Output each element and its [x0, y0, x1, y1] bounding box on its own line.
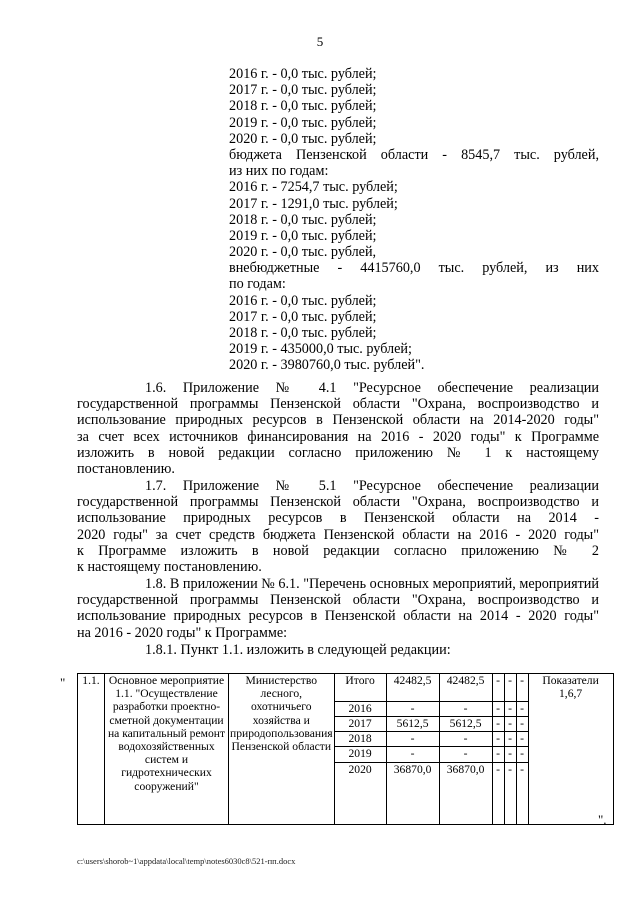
cell-total: 42482,5 — [386, 674, 439, 702]
cell-dash: - — [504, 717, 516, 732]
cell-regional: 36870,0 — [439, 762, 492, 824]
cell-dash: - — [516, 762, 528, 824]
cell-year: Итого — [334, 674, 386, 702]
paragraph-1-8 — [77, 576, 599, 641]
cell-dash: - — [492, 747, 504, 762]
paragraph-line: 1.7. Приложение № 5.1 "Ресурсное обеспечение реализации — [145, 478, 599, 494]
cell-dash: - — [516, 702, 528, 717]
cell-indicators: Показатели 1,6,7 — [528, 674, 613, 825]
cell-year: 2019 — [334, 747, 386, 762]
cell-dash: - — [516, 674, 528, 702]
cell-activity: Основное мероприятие 1.1. "Осуществление разработки проектно-сметной документации на капитальный ремонт водохозяйственных систем и гидротехнических сооружений" — [105, 674, 229, 825]
paragraph-1-8-1 — [77, 642, 599, 658]
cell-regional: - — [439, 702, 492, 717]
footer-file-path: c:\users\shorob~1\appdata\local\temp\notes6030c8\521-пп.docx — [77, 856, 296, 866]
funding-line: 2016 г. - 0,0 тыс. рублей; — [229, 66, 377, 82]
cell-total: 5612,5 — [386, 717, 439, 732]
cell-dash: - — [504, 747, 516, 762]
cell-regional: - — [439, 747, 492, 762]
cell-regional: 5612,5 — [439, 717, 492, 732]
paragraph-line: постановлению. — [77, 461, 175, 478]
closing-quote: ". — [598, 812, 607, 827]
funding-line: 2016 г. - 0,0 тыс. рублей; — [229, 292, 377, 309]
funding-line: 2016 г. - 7254,7 тыс. рублей; — [229, 179, 398, 196]
cell-dash: - — [492, 702, 504, 717]
paragraph-line: 1.8. В приложении № 6.1. "Перечень основных мероприятий, мероприятий — [145, 576, 599, 592]
cell-total: 36870,0 — [386, 762, 439, 824]
cell-dash: - — [516, 732, 528, 747]
page-number: 5 — [316, 34, 324, 49]
paragraph-1-7 — [77, 478, 599, 575]
funding-line: 2020 г. - 3980760,0 тыс. рублей". — [229, 357, 425, 374]
paragraph-line: изложить в новой редакции согласно приложению № 1 к настоящему — [77, 444, 599, 461]
cell-dash: - — [492, 674, 504, 702]
funding-line: 2020 г. - 0,0 тыс. рублей; — [229, 130, 377, 147]
paragraph-line: 1.6. Приложение № 4.1 "Ресурсное обеспечение реализации — [145, 380, 599, 396]
funding-line: 2019 г. - 0,0 тыс. рублей; — [229, 114, 377, 131]
cell-dash: - — [504, 702, 516, 717]
funding-line: 2018 г. - 0,0 тыс. рублей; — [229, 325, 377, 341]
funding-line: 2018 г. - 0,0 тыс. рублей; — [229, 98, 377, 115]
cell-year: 2016 — [334, 702, 386, 717]
cell-dash: - — [504, 674, 516, 702]
cell-number: 1.1. — [78, 674, 105, 825]
cell-dash: - — [516, 747, 528, 762]
cell-executor: Министерство лесного, охотничьего хозяйства и природопользования Пензенской области — [229, 674, 335, 825]
cell-dash: - — [504, 732, 516, 747]
funding-line: 2017 г. - 0,0 тыс. рублей; — [229, 308, 377, 325]
funding-line: 2020 г. - 0,0 тыс. рублей, — [229, 244, 377, 261]
cell-total: - — [386, 732, 439, 747]
cell-total: - — [386, 747, 439, 762]
paragraph-line: 1.8.1. Пункт 1.1. изложить в следующей редакции: — [145, 642, 451, 658]
cell-dash: - — [492, 717, 504, 732]
funding-line: по годам: — [229, 276, 286, 293]
paragraph-line: государственной программы Пензенской области "Охрана, воспроизводство и — [77, 396, 599, 413]
cell-regional: - — [439, 732, 492, 747]
paragraph-line: государственной программы Пензенской области "Охрана, воспроизводство и — [77, 592, 599, 609]
opening-quote: " — [60, 675, 66, 690]
funding-line: 2019 г. - 435000,0 тыс. рублей; — [229, 341, 412, 358]
funding-line: внебюджетные - 4415760,0 тыс. рублей, из них — [229, 260, 599, 277]
funding-line: 2017 г. - 1291,0 тыс. рублей; — [229, 195, 398, 212]
funding-line: бюджета Пензенской области - 8545,7 тыс. рублей, — [229, 146, 599, 163]
funding-line: из них по годам: — [229, 163, 329, 180]
cell-year: 2018 — [334, 732, 386, 747]
paragraph-line: использование природных ресурсов в Пензенской области на 2014 - — [77, 510, 599, 527]
paragraph-line: 2020 годы" за счет средств бюджета Пензенской области на 2016 - 2020 годы" — [77, 526, 599, 543]
paragraph-line: использование природных ресурсов в Пензенской области на 2014 - 2020 годы" — [77, 608, 599, 625]
cell-dash: - — [516, 717, 528, 732]
funding-continuation — [229, 66, 599, 374]
cell-dash: - — [492, 732, 504, 747]
funding-line: 2018 г. - 0,0 тыс. рублей; — [229, 211, 377, 228]
paragraph-line: государственной программы Пензенской области "Охрана, воспроизводство и — [77, 494, 599, 511]
cell-total: - — [386, 702, 439, 717]
cell-dash: - — [504, 762, 516, 824]
paragraph-line: к настоящему постановлению. — [77, 559, 262, 576]
funding-line: 2017 г. - 0,0 тыс. рублей; — [229, 82, 377, 99]
funding-line: 2019 г. - 0,0 тыс. рублей; — [229, 227, 377, 244]
paragraph-line: за счет всех источников финансирования на 2016 - 2020 годы" к Программе — [77, 428, 599, 445]
paragraph-line: к Программе изложить в новой редакции согласно приложению № 2 — [77, 542, 599, 559]
cell-year: 2020 — [334, 762, 386, 824]
paragraph-1-6 — [77, 380, 599, 477]
paragraph-line: на 2016 - 2020 годы" к Программе: — [77, 624, 288, 641]
cell-regional: 42482,5 — [439, 674, 492, 702]
activity-table — [77, 673, 614, 825]
paragraph-line: использование природных ресурсов в Пензенской области на 2014-2020 годы" — [77, 412, 599, 429]
cell-year: 2017 — [334, 717, 386, 732]
cell-dash: - — [492, 762, 504, 824]
